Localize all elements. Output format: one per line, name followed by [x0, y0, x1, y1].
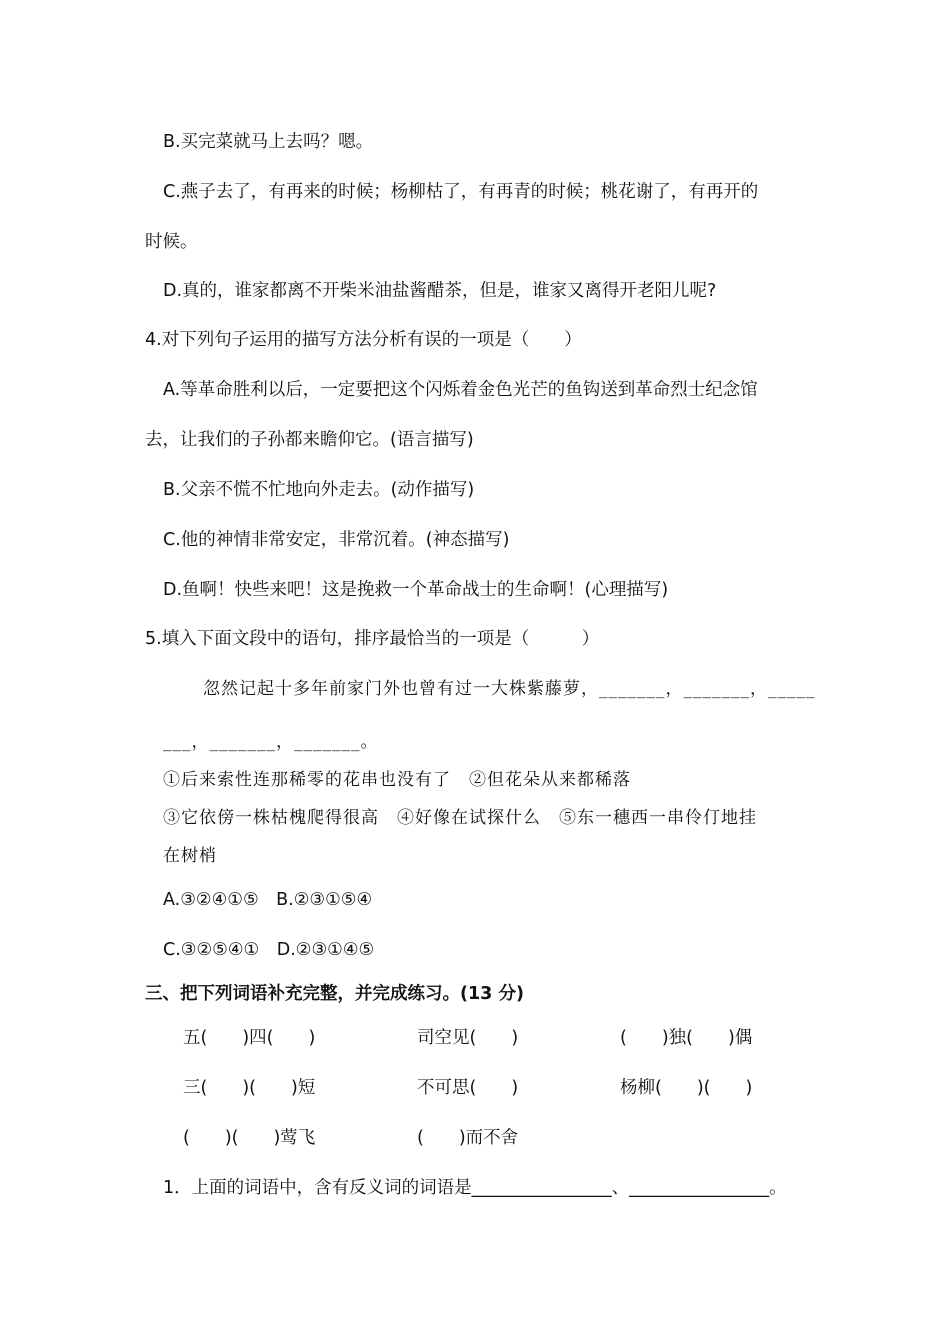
word-fill-6: 杨柳( )( ): [620, 1078, 753, 1098]
word-fill-2: 司空见( ): [417, 1028, 519, 1048]
q4-option-b: B.父亲不慌不忙地向外走去。(动作描写): [163, 480, 475, 500]
q3-option-c-line2: 时候。: [145, 232, 198, 252]
q5-passage-line2: ___，_______，_______。: [163, 732, 379, 752]
q5-items-line2: ③它依傍一株枯槐爬得很高 ④好像在试探什么 ⑤东一穗西一串伶仃地挂: [163, 808, 757, 828]
section3-heading: 三、把下列词语补充完整，并完成练习。(13 分): [145, 984, 524, 1004]
q5-passage-line1: 忽然记起十多年前家门外也曾有过一大株紫藤萝，_______，_______，_____: [203, 679, 816, 699]
q3-option-c-line1: C.燕子去了，有再来的时候；杨柳枯了，有再青的时候；桃花谢了，有再开的: [163, 182, 759, 202]
word-fill-1: 五( )四( ): [183, 1028, 316, 1048]
word-fill-7: ( )( )莺飞: [183, 1128, 316, 1148]
q4-option-d: D.鱼啊！快些来吧！这是挽救一个革命战士的生命啊！(心理描写): [163, 580, 669, 600]
q4-stem: 4.对下列句子运用的描写方法分析有误的一项是（ ）: [145, 330, 582, 350]
word-fill-8: ( )而不舍: [417, 1128, 519, 1148]
q4-option-a-line1: A.等革命胜利以后，一定要把这个闪烁着金色光芒的鱼钩送到革命烈士纪念馆: [163, 380, 758, 400]
q4-option-c: C.他的神情非常安定，非常沉着。(神态描写): [163, 530, 510, 550]
q5-options-line2: C.③②⑤④① D.②③①④⑤: [163, 940, 375, 960]
word-fill-3: ( )独( )偶: [620, 1028, 753, 1048]
q5-options-line1: A.③②④①⑤ B.②③①⑤④: [163, 890, 373, 910]
q5-items-line1: ①后来索性连那稀零的花串也没有了 ②但花朵从来都稀落: [163, 770, 631, 790]
section3-question1: 1．上面的词语中，含有反义词的词语是________________、________________。: [163, 1178, 787, 1198]
word-fill-4: 三( )( )短: [183, 1078, 316, 1098]
q3-option-d: D.真的，谁家都离不开柴米油盐酱醋茶，但是，谁家又离得开老阳儿呢?: [163, 281, 717, 301]
q3-option-b: B.买完菜就马上去吗？嗯。: [163, 132, 374, 152]
q5-items-line3: 在树梢: [163, 846, 217, 866]
q5-stem: 5.填入下面文段中的语句，排序最恰当的一项是（ ）: [145, 629, 600, 649]
word-fill-5: 不可思( ): [417, 1078, 519, 1098]
q4-option-a-line2: 去，让我们的子孙都来瞻仰它。(语言描写): [145, 430, 474, 450]
